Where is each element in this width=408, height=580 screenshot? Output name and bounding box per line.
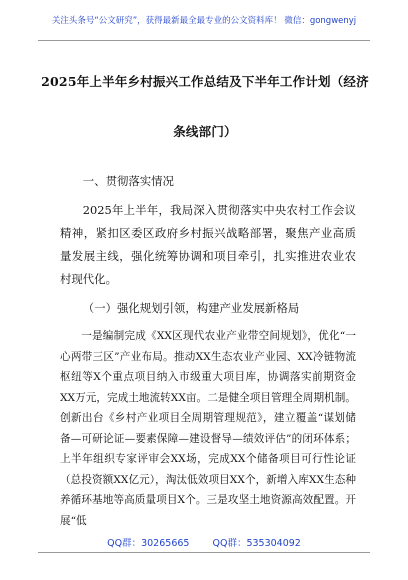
qq-group-2: QQ群：535304092 (212, 538, 301, 549)
footer-contact (0, 535, 408, 549)
body-paragraph: 一是编制完成《XX区现代农业产业带空间规划》，优化“一心两带三区”产业布局。推动XX生态农业产业园、XX冷链物流枢纽等X个重点项目纳入市级重大项目库，协调落实前期资金XX万元，完成土地流转XX亩。二是健全项目管理全周期机制。创新出台《乡村产业项目全周期管理规范》，建立覆盖“谋划储备—可研论证—要素保障—建设督导—绩效评估”的闭环体系；上半年组织专家评审会XX场，完成XX个储备项目可行性论证（总投资额XX亿元），淘汰低效项目XX个，新增入库XX生态种养循环基地等高质量项目X个。三是攻坚土地资源高效配置。开展“低 (60, 330, 356, 527)
footer-divider (38, 552, 370, 553)
document-title-line-2: 条线部门） (173, 124, 237, 139)
intro-paragraph: 2025年上半年，我局深入贯彻落实中央农村工作会议精神，紧扣区委区政府乡村振兴战略部署，聚焦产业高质量发展主线，强化统筹协调和项目牵引，扎实推进农业农村现代化。 (60, 203, 356, 286)
subsection-heading: （一）强化规划引领，构建产业发展新格局 (82, 301, 300, 315)
qq-group-1: QQ群：30265665 (107, 538, 190, 549)
section-heading: 一、贯彻落实情况 (82, 174, 174, 188)
header-divider (38, 40, 370, 41)
document-body (60, 170, 356, 537)
header-banner: 关注头条号“公文研究”，获得最新最全最专业的公文资料库！ 微信：gongwenyj (51, 16, 357, 26)
document-title-line-1: 2025年上半年乡村振兴工作总结及下半年工作计划（经济 (41, 74, 369, 89)
